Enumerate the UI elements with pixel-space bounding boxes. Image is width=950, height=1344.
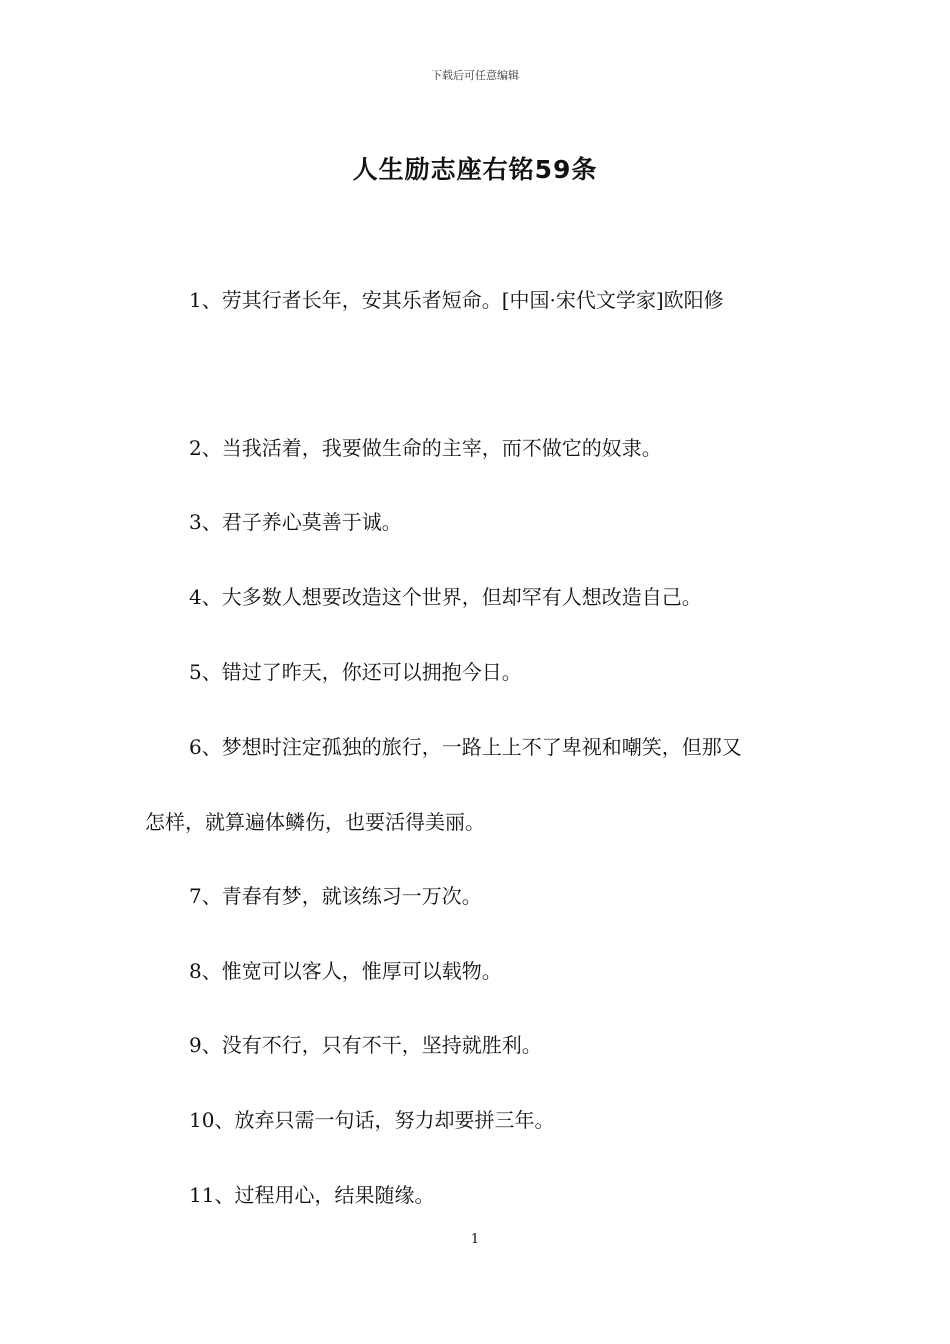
paragraph-item-4: 4、大多数人想要改造这个世界，但却罕有人想改造自己。 [189, 585, 702, 609]
paragraph-item-2: 2、当我活着，我要做生命的主宰，而不做它的奴隶。 [189, 436, 662, 460]
paragraph-item-5: 5、错过了昨天，你还可以拥抱今日。 [189, 660, 522, 684]
page-number: 1 [470, 1232, 480, 1247]
paragraph-item-6-continued: 怎样，就算遍体鳞伤，也要活得美丽。 [145, 810, 485, 834]
paragraph-item-6: 6、梦想时注定孤独的旅行，一路上上不了卑视和嘲笑，但那又 [189, 735, 742, 759]
paragraph-item-8: 8、惟宽可以客人，惟厚可以载物。 [189, 959, 502, 983]
paragraph-item-3: 3、君子养心莫善于诚。 [189, 510, 402, 534]
paragraph-item-11: 11、过程用心，结果随缘。 [189, 1183, 435, 1207]
paragraph-item-10: 10、放弃只需一句话，努力却要拼三年。 [189, 1108, 555, 1132]
paragraph-item-7: 7、青春有梦，就该练习一万次。 [189, 884, 482, 908]
header-note: 下载后可任意编辑 [431, 69, 519, 82]
paragraph-item-9: 9、没有不行，只有不干，坚持就胜利。 [189, 1033, 542, 1057]
page-title: 人生励志座右铭59条 [352, 155, 598, 184]
paragraph-item-1: 1、劳其行者长年，安其乐者短命。[中国·宋代文学家]欧阳修 [189, 288, 724, 312]
